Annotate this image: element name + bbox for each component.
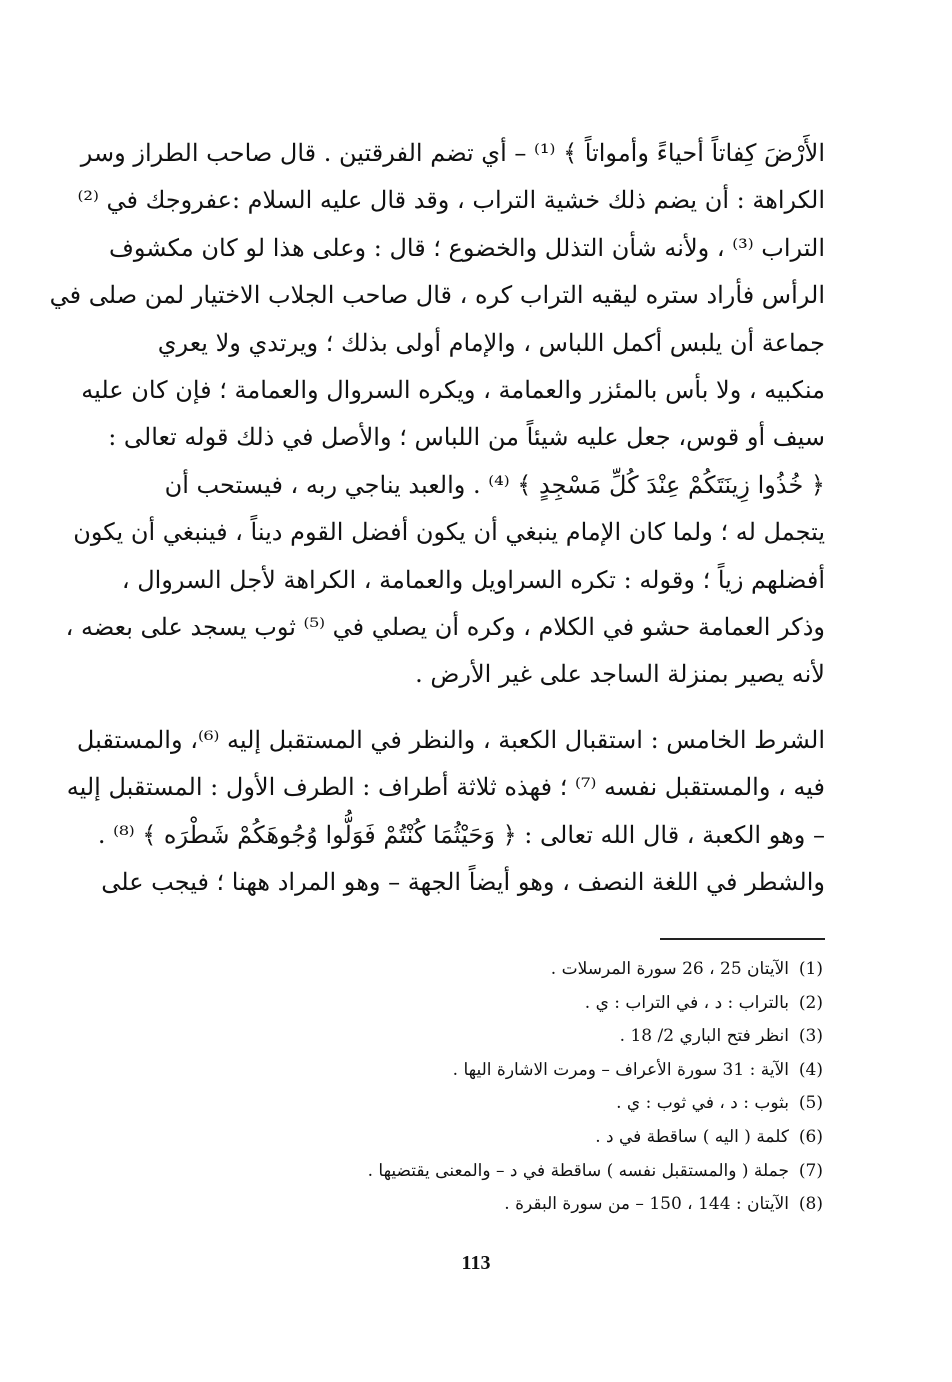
footnote bbox=[330, 953, 823, 987]
paragraph-2 bbox=[66, 717, 825, 907]
text-line: منكبيه ، ولا بأس بالمئزر والعمامة ، ويكره السروال والعمامة ؛ فإن كان عليه bbox=[81, 376, 825, 405]
text-line: والشطر في اللغة النصف ، وهو أيضاً الجهة – وهو المراد ههنا ؛ فيجب على bbox=[101, 868, 825, 897]
footnote-divider bbox=[660, 938, 825, 940]
text-line: لأنه يصير بمنزلة الساجد على غير الأرض . bbox=[415, 660, 825, 689]
footnote-text: بثوب : د ، في ثوب : ي . bbox=[616, 1093, 789, 1114]
footnote-number: (1) bbox=[798, 959, 823, 979]
footnote bbox=[330, 987, 823, 1021]
footnote-number: (7) bbox=[798, 1160, 823, 1181]
footnote-text: انظر فتح الباري 2/ 18 . bbox=[619, 1026, 789, 1047]
main-text bbox=[49, 130, 825, 907]
footnote-text: الآيتان 25 ، 26 سورة المرسلات . bbox=[550, 959, 789, 979]
footnote-text: جملة ( والمستقبل نفسه ) ساقطة في د – والمعنى يقتضيها . bbox=[367, 1160, 789, 1181]
text-line: سيف أو قوس، جعل عليه شيئاً من اللباس ؛ والأصل في ذلك قوله تعالى : bbox=[108, 423, 825, 452]
footnote-number: (5) bbox=[798, 1093, 823, 1114]
text-line: أفضلهم زياً ؛ وقوله : تكره السراويل والعمامة ، الكراهة لأجل السروال ، bbox=[121, 565, 825, 594]
footnote-number: (6) bbox=[798, 1126, 823, 1147]
footnote bbox=[330, 1188, 823, 1222]
text-line: الشرط الخامس : استقبال الكعبة ، والنظر في المستقبل إليه ⁽⁶⁾، والمستقبل bbox=[76, 725, 825, 754]
text-line: – وهو الكعبة ، قال الله تعالى : ﴿ وَحَيْثُمَا كُنْتُمْ فَوَلُّوا وُجُوهَكُمْ شَطْرَه ﴾ ⁽⁸⁾ . bbox=[97, 820, 825, 849]
text-line: وذكر العمامة حشو في الكلام ، وكره أن يصلي في ⁽⁵⁾ ثوب يسجد على بعضه ، bbox=[65, 613, 825, 642]
text-line: الرأس فأراد ستره ليقيه التراب كره ، قال صاحب الجلاب الاختيار لمن صلى في bbox=[49, 281, 825, 310]
footnote bbox=[330, 1087, 823, 1121]
text-line: فيه ، والمستقبل نفسه ⁽⁷⁾ ؛ فهذه ثلاثة أطراف : الطرف الأول : المستقبل إليه bbox=[66, 773, 825, 802]
footnote bbox=[330, 1155, 823, 1189]
text-line: التراب ⁽³⁾ ، ولأنه شأن التذلل والخضوع ؛ قال : وعلى هذا لو كان مكشوف bbox=[108, 233, 825, 262]
footnote-text: بالتراب : د ، في التراب : ي . bbox=[584, 992, 789, 1013]
footnote-number: (8) bbox=[798, 1194, 823, 1215]
text-line: الكراهة : أن يضم ذلك خشية التراب ، وقد قال عليه السلام :عفروجك في ⁽²⁾ bbox=[77, 186, 825, 215]
footnote bbox=[330, 1121, 823, 1155]
footnote-text: الآية : 31 سورة الأعراف – ومرت الاشارة اليها . bbox=[452, 1059, 789, 1080]
page-number: 113 bbox=[461, 1252, 491, 1274]
footnotes bbox=[330, 953, 823, 1222]
footnote-text: الآيتان : 144 ، 150 – من سورة البقرة . bbox=[504, 1194, 789, 1215]
footnote-number: (4) bbox=[798, 1059, 823, 1080]
text-line: جماعة أن يلبس أكمل اللباس ، والإمام أولى بذلك ؛ ويرتدي ولا يعري bbox=[157, 328, 825, 357]
paragraph-1 bbox=[49, 130, 825, 699]
footnote-text: كلمة ( اليه ) ساقطة في د . bbox=[595, 1126, 789, 1147]
footnote bbox=[330, 1054, 823, 1088]
text-line: الأَرْضَ كِفاتاً أحياءً وأمواتاً ﴾ ⁽¹⁾ – أي تضم الفرقتين . قال صاحب الطراز وسر bbox=[80, 139, 825, 167]
footnote bbox=[330, 1020, 823, 1054]
footnote-number: (2) bbox=[798, 992, 823, 1013]
footnote-number: (3) bbox=[798, 1026, 823, 1047]
text-line: يتجمل له ؛ ولما كان الإمام ينبغي أن يكون أفضل القوم ديناً ، فينبغي أن يكون bbox=[73, 518, 825, 547]
text-line: ﴿ خُذُوا زِينَتَكُمْ عِنْدَ كُلِّ مَسْجِدٍ ﴾ ⁽⁴⁾ . والعبد يناجي ربه ، فيستحب أن bbox=[164, 470, 825, 499]
